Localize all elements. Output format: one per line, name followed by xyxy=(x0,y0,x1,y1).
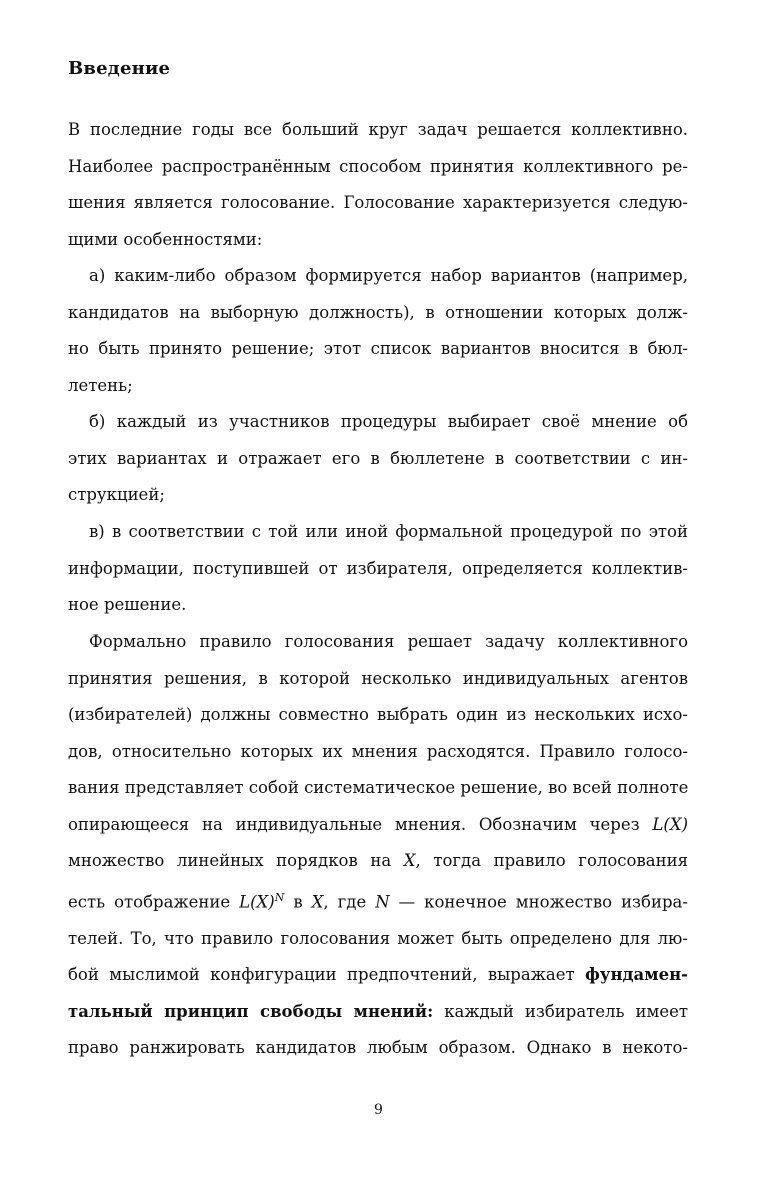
text-line xyxy=(68,880,688,921)
emphasis-text: фундамен- xyxy=(585,965,688,984)
text-fragment: множество линейных порядков на xyxy=(68,851,392,870)
text-line: Формально правило голосования решает задачу коллективного xyxy=(89,632,688,651)
text-line: ное решение. xyxy=(68,595,187,614)
text-line xyxy=(68,807,688,844)
text-line xyxy=(68,843,688,880)
paragraph-item-b xyxy=(68,404,688,514)
text-fragment: , где xyxy=(323,892,367,911)
text-fragment: в xyxy=(293,892,303,911)
math-expression: L(X) xyxy=(652,814,688,834)
math-superscript: N xyxy=(274,890,285,904)
text-line: вания представляет собой систематическое решение, во всей полноте xyxy=(68,778,689,797)
text-line: шения является голосование. Голосование характеризуется следую- xyxy=(68,193,688,212)
paragraph-item-a xyxy=(68,258,688,404)
text-line: право ранжировать кандидатов любым образом. Однако в некото- xyxy=(68,1038,688,1057)
math-variable: X xyxy=(403,851,416,870)
text-line: Наиболее распространённым способом принятия коллективного ре- xyxy=(68,156,688,176)
text-fragment: бой мыслимой конфигурации предпочтений, выражает xyxy=(68,965,575,984)
text-fragment: — конечное множество избира- xyxy=(398,892,688,911)
paragraph-item-c xyxy=(68,514,688,624)
math-variable: N xyxy=(375,892,390,911)
text-line: летень; xyxy=(68,375,133,395)
text-line: В последние годы все больший круг задач решается коллективно. xyxy=(68,120,688,139)
text-line: информации, поступившей от избирателя, определяется коллектив- xyxy=(68,558,688,578)
paragraph-formal-definition xyxy=(68,624,688,1067)
text-line: дов, относительно которых их мнения расходятся. Правило голосо- xyxy=(68,741,688,761)
text-line: а) каким-либо образом формируется набор вариантов (например, xyxy=(89,266,688,285)
page-number: 9 xyxy=(374,1102,383,1118)
text-fragment: опирающееся на индивидуальные мнения. Обозначим через xyxy=(68,814,640,834)
text-fragment: каждый избиратель имеет xyxy=(444,1001,689,1021)
paragraph-intro xyxy=(68,112,688,258)
text-line xyxy=(68,957,688,994)
math-expression: L(X) xyxy=(239,892,275,911)
text-line: (избирателей) должны совместно выбрать один из нескольких исхо- xyxy=(68,705,688,724)
text-line xyxy=(68,994,688,1031)
text-line: б) каждый из участников процедуры выбирает своё мнение об xyxy=(89,412,688,431)
text-line: струкцией; xyxy=(68,485,165,504)
text-line: в) в соответствии с той или иной формальной процедурой по этой xyxy=(89,522,688,541)
text-line: этих вариантах и отражает его в бюллетене в соответствии с ин- xyxy=(68,448,688,468)
text-line: кандидатов на выборную должность), в отношении которых долж- xyxy=(68,302,688,322)
text-fragment: , тогда правило голосования xyxy=(415,851,688,870)
text-line: щими особенностями: xyxy=(68,229,263,249)
math-variable: X xyxy=(311,892,324,911)
text-line: принятия решения, в которой несколько индивидуальных агентов xyxy=(68,668,688,688)
text-line: телей. То, что правило голосования может быть определено для лю- xyxy=(68,928,688,948)
text-fragment: есть отображение xyxy=(68,892,231,911)
emphasis-text: тальный принцип свободы мнений: xyxy=(68,1001,434,1021)
text-line: но быть принято решение; этот список вариантов вносится в бюл- xyxy=(68,339,688,358)
section-heading: Введение xyxy=(68,58,171,79)
